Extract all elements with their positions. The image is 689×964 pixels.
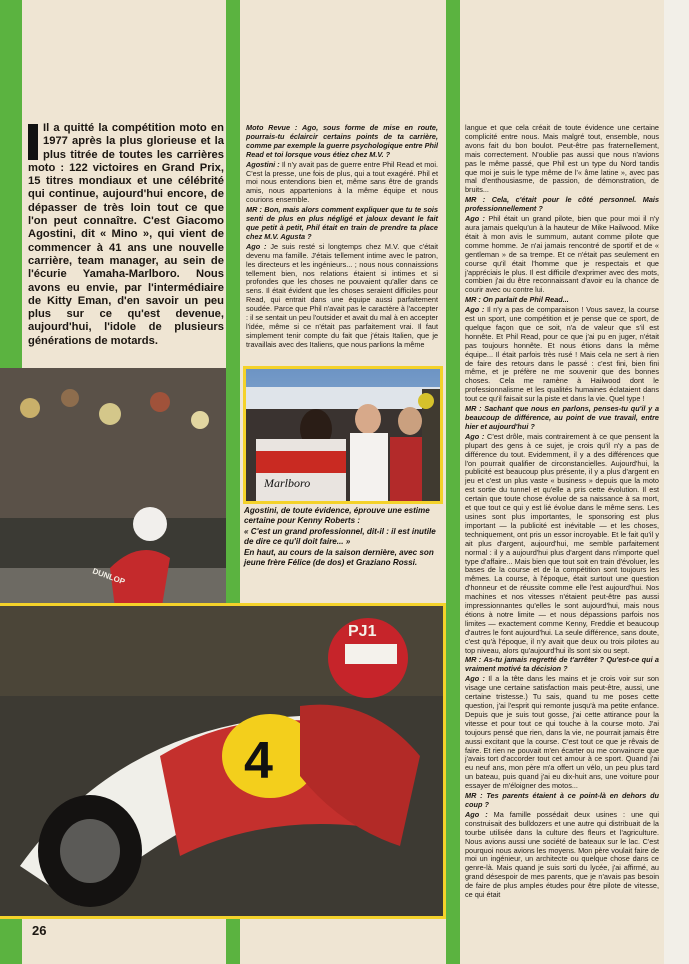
speaker-label: MR : <box>465 655 482 665</box>
speaker-label: MR : <box>465 791 483 801</box>
paragraph-text: Phil était un grand pilote, bien que pour moi il n'y aura jamais quelqu'un à la hauteur de Mike Hailwood. Mike était à mon avis le summum, autant comme pilote que comme homme. Je n'ai jamais rencontré de sportif et de « gentleman » de sa trempe. Et ce n'était pas seulement en course qu'il était l'homme que je respectais et que j'appréciais le plus. Il est difficile d'exprimer avec des mots, combien j'ai du être reconnaissant d'avoir eu la chance de courir avec ou contre lui. <box>465 214 659 295</box>
drop-cap-bar <box>28 124 38 160</box>
paragraph-text: Bon, mais alors comment expliquer que tu te sois senti de plus en plus négligé et jaloux devant le fait que petit à petit, Phil était en train de prendre ta place chez M.V. Agusta ? <box>246 205 438 241</box>
speaker-label: MR : <box>465 195 486 205</box>
paragraph-text: Il a la tête dans les mains et je crois voir sur son visage une certaine satisfaction mais peut-être, aussi, une certaine tristesse.) Tu sais, quand tu me poses cette question, j'ai l'esprit qui remonte jusqu'à ma petite enfance. Depuis que je suis tout gosse, j'ai cette attirance pour la vitesse et pour tout ce qui touche à la course moto. J'ai toujours pensé que rien, dans la vie, ne pourrait jamais être aussi excitant que la course. C'est tout ce que je rêvais de faire. Et rien ne pouvait m'en écarter ou me convaincre que j'avais tort d'accorder tout cet amour à ce sport. Quand j'ai eu neuf ans, mon père m'a offert un vélo, un peu plus tard un bateau, puis quand j'ai eu dix-huit ans, une voiture pour essayer de m'éloigner des motos... <box>465 674 659 791</box>
article-column-2 <box>246 124 438 364</box>
race-number: 4 <box>244 732 273 790</box>
speaker-label: MR : <box>465 295 481 305</box>
speaker-label: Ago : <box>465 214 485 224</box>
paragraph <box>465 656 659 674</box>
paragraph <box>465 675 659 791</box>
rider-photo-large <box>0 603 446 919</box>
paragraph <box>246 124 438 160</box>
paragraph-text: Cela, c'était pour le côté personnel. Mais professionnellement ? <box>465 195 660 214</box>
paragraph-text: Je suis resté si longtemps chez M.V. que c'était devenu ma famille. J'étais tellement intime avec le patron, les directeurs et les ingénieurs... ; nous nous connaissions tellement bien, nos relations étaient si intimes et si profondes que les choses ne pouvaient qu'aller dans ce sens. Il était évident que les choses seraient difficiles pour Read, qui entrait dans une équipe aussi parfaitement soudée. Parce que Phil n'avait pas le caractère à l'accepter : il se sentait un peu l'outsider et avait du mal à en accepter l'idée, même si ce n'était pas parfaitement vrai. Il faut simplement tenir compte du fait que j'étais Italien, que je travaillais avec des Italiens, que nous parlions la même <box>246 241 439 349</box>
paragraph-text: Sachant que nous en parlons, penses-tu qu'il y a beaucoup de différence, au point de vue travail, entre hier et aujourd'hui ? <box>465 404 660 431</box>
intro-paragraph <box>28 122 224 348</box>
paragraph <box>465 792 659 810</box>
article-column-3 <box>465 124 659 924</box>
team-photo <box>246 369 440 501</box>
speaker-label: Moto Revue : <box>246 123 298 132</box>
speaker-label: Ago : <box>246 241 267 251</box>
paragraph-text: Tes parents étaient à ce point-là en dehors du coup ? <box>465 791 659 809</box>
speaker-label: Ago : <box>465 431 485 441</box>
paragraph-text: Ma famille possédait deux usines : une qui construisait des bulldozers et une autre qui distribuait de la tourbe utilisée dans la culture des fleurs et l'agriculture. Nous avions aussi une société de bateaux sur le lac. C'est pourquoi nous avions les moyens. Mon père voulait faire de moi un ingénieur, un architecte ou quelque chose dans ce genre-là. Mais quand je suis sorti du lycée, j'ai affirmé, au grand désespoir de mes parents, que je n'avais pas besoin de faire de plus amples études pour être pilote de vitesse, ce qui était <box>465 809 659 900</box>
speaker-label: Agostini : <box>246 159 280 169</box>
photo-caption <box>244 506 440 568</box>
paragraph <box>465 196 659 214</box>
dunlop-text: DUNLOP <box>91 566 127 587</box>
paragraph <box>465 405 659 432</box>
speaker-label: Ago : <box>465 809 488 819</box>
paragraph-text: As-tu jamais regretté de t'arrêter ? Qu'est-ce qui a vraiment motivé ta décision ? <box>465 655 659 674</box>
speaker-label: Ago : <box>465 674 485 684</box>
paragraph <box>246 161 438 206</box>
caption-line-1: Agostini, de toute évidence, éprouve une estime certaine pour Kenny Roberts : <box>244 506 430 526</box>
paragraph-text: langue et que cela créait de toute évidence une certaine complicité entre nous. Mais malgré tout, ensemble, nous avons fait du bon boulot. Peut-être pas fraternellement, mais correctement. N'oublie pas aussi que nous n'avions pas le même passé, que Phil est un type du Nord tandis que moi je suis le type même de l'« âme latine », avec pas mal d'enthousiasme, de passion, de démonstration, de bruits... <box>465 123 659 195</box>
paragraph-text: On parlait de Phil Read... <box>482 295 569 305</box>
paragraph <box>465 306 659 404</box>
speaker-label: Ago : <box>465 305 485 315</box>
speaker-label: MR : <box>465 404 482 414</box>
caption-line-2: « C'est un grand professionnel, dit-il : il est inutile de dire ce qu'il doit faire... » <box>244 526 436 547</box>
paragraph <box>465 215 659 295</box>
paragraph <box>465 811 659 900</box>
paragraph <box>465 433 659 656</box>
paragraph-text: Il n'y a pas de comparaison ! Vous savez, la course est un sport, une compétition et je pense que ce sport, de quelque façon que ce soit, n'a de valeur que s'il est honnête. Et Phil Read, pour ce que j'ai pu en juger, n'était pas toujours honnête. Et nous étions dans la même équipe... Il était parfois très rusé ! Mais cela ne sert à rien de faire des retours dans le passé : c'est fini, bien fini même, et je préfère ne me souvenir que des bonnes choses. Cela me ramène à Hailwood dont le professionnalisme et les qualités humaines éclataient dans tout ce qu'il faisait sur la piste et dans la vie. Quel type ! <box>465 305 659 404</box>
helmet-logo-text: PJ1 <box>348 623 377 640</box>
gutter-strip-2 <box>446 0 460 964</box>
paragraph <box>465 124 659 195</box>
marlboro-shirt-text: Marlboro <box>264 476 311 490</box>
paragraph-text: Il n'y avait pas de guerre entre Phil Read et moi. C'est la presse, une fois de plus, qui a tout exagéré. Phil et moi nous entendions bien et, même sans être de grands amis, nous appartenions à la même équipe et nous courions ensemble. <box>246 159 438 205</box>
intro-text: Il a quitté la compétition moto en 1977 après la plus glorieuse et la plus titrée de toutes les carrières moto : 122 victoires en Grand Prix, 15 titres mondiaux et une célébrité qui continue, aujourd'hui encore, de dépasser de très loin tout ce que l'on peut connaître. C'est Giacomo Agostini, dit « Mino », qui vient de commencer à 41 ans une nouvelle carrière, team manager, au sein de l'écurie Yamaha-Marlboro. Nous avons eu envie, par l'intermédiaire de Kitty Eman, d'en savoir un peu plus sur ce qu'est devenue, aujourd'hui, l'idole de plusieurs générations de motards. <box>28 122 224 347</box>
speaker-label: MR : <box>246 205 262 215</box>
paragraph-text: C'est drôle, mais contrairement à ce que pensent la plupart des gens à ce sujet, je crois qu'il n'y a pas de différence du tout. Evidemment, il y a des différences que l'on pourrait qualifier de circonstancielles. Aujourd'hui, la publicité est beaucoup plus présente, il y a plus d'argent en jeu et c'est un plus vaste « business » depuis que la moto est sortie du tunnel et qu'elle a pris cette évolution. Il est certain que toute chose évolue de sa naissance à sa mort, et que tout ce qui y est lié évolue dans le même sens. Les usines sont plus importantes, le sponsoring est plus important — la publicité est inévitable — et les choses, techniquement, ont pris un essor incroyable. Et le fait qu'il y ait plus d'argent, aujourd'hui, me semble parfaitement normal : il y a aujourd'hui plus d'argent dans n'importe quel type d'affaire... Mais bien que tout soit en train d'évoluer, les bases de la course et de la compétition sont toujours les mêmes. La course, à l'époque, était surtout une question d'honneur et de réussite comme elle l'est aujourd'hui. Nos machines et nos vitesses n'étaient peut-être pas aussi impressionnantes qu'elles le sont aujourd'hui, mais nous étions à notre limite — et nous dépassions parfois nos limites — exactement comme Kenny, Freddie et beaucoup d'autres le font aujourd'hui. La seule différence, sans doute, c'est qu'à l'époque, il n'y avait que deux ou trois pilotes au top niveau, alors qu'aujourd'hui ils sont six ou sept. <box>465 431 659 655</box>
paragraph <box>246 206 438 242</box>
right-page-edge <box>664 0 689 964</box>
paragraph <box>246 243 438 350</box>
page-number: 26 <box>32 923 47 938</box>
paragraph-text: Ago, sous forme de mise en route, pourrais-tu éclaircir certains points de ta carrière, comme par exemple la guerre psychologique entre Phil Read et toi lorsque vous étiez chez M.V. ? <box>246 123 438 159</box>
caption-line-3: En haut, au cours de la saison dernière, avec son jeune frère Félice (de dos) et Graziano Rossi. <box>244 547 434 568</box>
paragraph <box>465 296 659 305</box>
